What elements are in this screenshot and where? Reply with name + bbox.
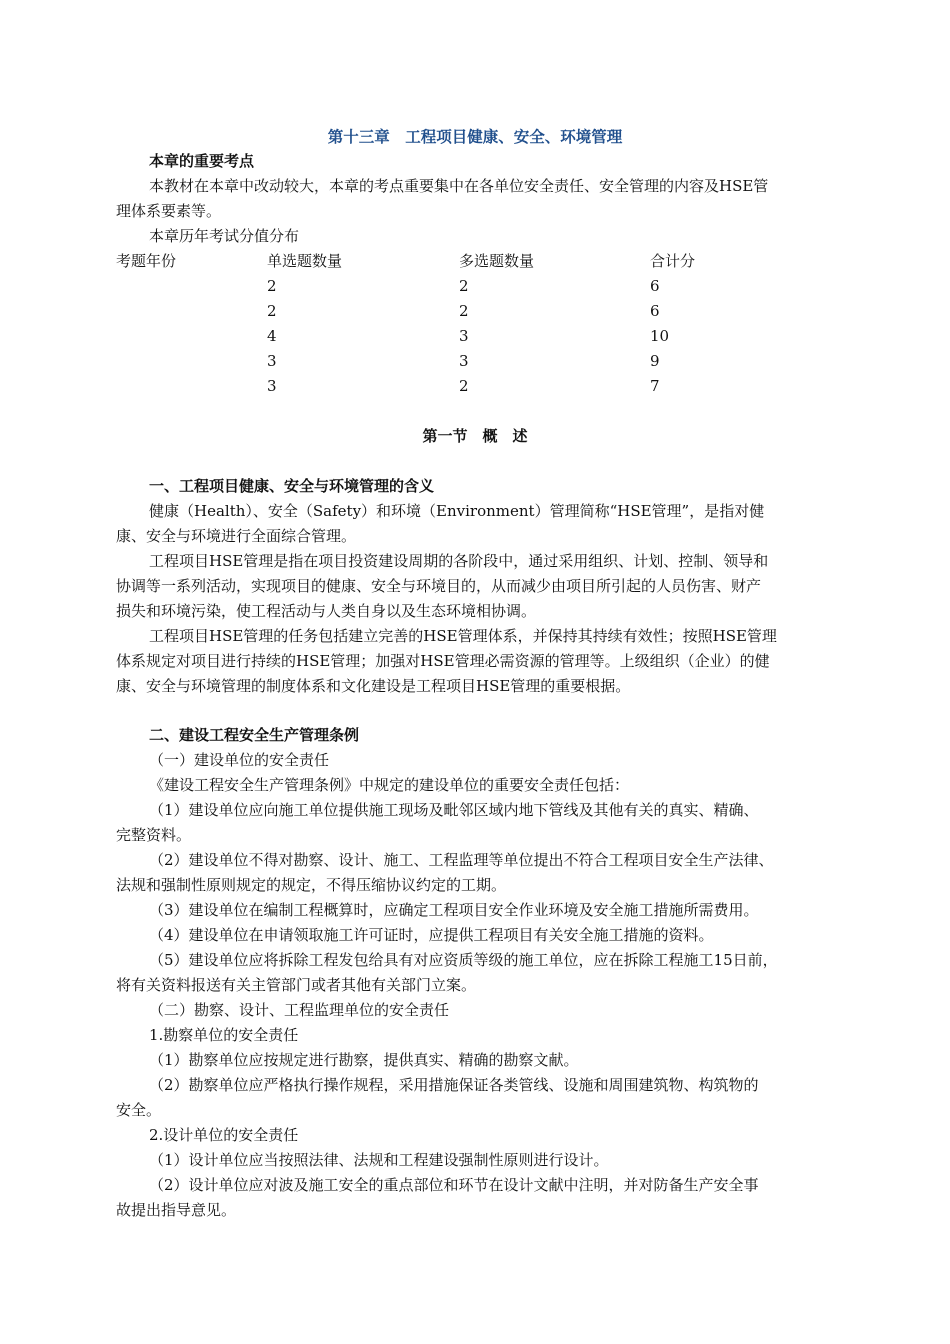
- table-cell: 2: [459, 302, 469, 320]
- paragraph-line: 将有关资料报送有关主管部门或者其他有关部门立案。: [116, 976, 477, 994]
- paragraph-line: 法规和强制性原则规定的规定，不得压缩协议约定的工期。: [116, 876, 507, 894]
- table-header-cell: 多选题数量: [459, 252, 535, 270]
- paragraph-line: 工程项目HSE管理的任务包括建立完善的HSE管理体系，并保持其持续有效性；按照HSE管理: [149, 627, 777, 645]
- table-cell: 7: [650, 377, 660, 395]
- paragraph-line: （1）建设单位应向施工单位提供施工现场及毗邻区域内地下管线及其他有关的真实、精确、: [149, 801, 759, 819]
- table-cell: 2: [459, 377, 469, 395]
- table-caption: 本章历年考试分值分布: [149, 227, 300, 245]
- table-cell: 2: [459, 277, 469, 295]
- paragraph-line: 工程项目HSE管理是指在项目投资建设周期的各阶段中，通过采用组织、计划、控制、领导和: [149, 552, 769, 570]
- key-points-heading: 本章的重要考点: [149, 152, 255, 170]
- paragraph-line: 安全。: [116, 1101, 162, 1119]
- section-title: 第一节 概 述: [422, 427, 528, 445]
- paragraph-line: 损失和环境污染，使工程活动与人类自身以及生态环境相协调。: [116, 602, 537, 620]
- paragraph-line: （2）勘察单位应严格执行操作规程，采用措施保证各类管线、设施和周围建筑物、构筑物的: [149, 1076, 759, 1094]
- table-cell: 3: [459, 327, 469, 345]
- paragraph-line: （1）设计单位应当按照法律、法规和工程建设强制性原则进行设计。: [149, 1151, 609, 1169]
- table-cell: 2: [267, 277, 277, 295]
- paragraph-line: 完整资料。: [116, 826, 192, 844]
- paragraph-line: 协调等一系列活动，实现项目的健康、安全与环境目的，从而减少由项目所引起的人员伤害、财产: [116, 577, 762, 595]
- paragraph-line: （4）建设单位在申请领取施工许可证时，应提供工程项目有关安全施工措施的资料。: [149, 926, 714, 944]
- table-cell: 10: [650, 327, 670, 345]
- table-cell: 6: [650, 302, 660, 320]
- paragraph-line: 1.勘察单位的安全责任: [149, 1026, 299, 1044]
- chapter-title: 第十三章 工程项目健康、安全、环境管理: [327, 127, 623, 146]
- paragraph-line: （2）建设单位不得对勘察、设计、施工、工程监理等单位提出不符合工程项目安全生产法律、: [149, 851, 774, 869]
- table-cell: 3: [267, 352, 277, 370]
- paragraph-line: 《建设工程安全生产管理条例》中规定的建设单位的重要安全责任包括：: [149, 776, 630, 794]
- table-header-cell: 单选题数量: [267, 252, 343, 270]
- paragraph-line: 健康（Health）、安全（Safety）和环境（Environment）管理简称“HSE管理”，是指对健: [149, 502, 765, 520]
- part2-heading: 二、建设工程安全生产管理条例: [149, 726, 360, 744]
- table-cell: 3: [267, 377, 277, 395]
- table-header-cell: 合计分: [650, 252, 696, 270]
- paragraph-line: 康、安全与环境管理的制度体系和文化建设是工程项目HSE管理的重要根据。: [116, 677, 631, 695]
- paragraph-line: 康、安全与环境进行全面综合管理。: [116, 527, 357, 545]
- paragraph-line: 2.设计单位的安全责任: [149, 1126, 299, 1144]
- table-cell: 3: [459, 352, 469, 370]
- paragraph-line: （一）建设单位的安全责任: [149, 751, 330, 769]
- paragraph-line: 故提出指导意见。: [116, 1201, 237, 1219]
- table-cell: 6: [650, 277, 660, 295]
- key-points-paragraph-line: 本教材在本章中改动较大，本章的考点重要集中在各单位安全责任、安全管理的内容及HSE管: [149, 177, 769, 195]
- key-points-paragraph-line: 理体系要素等。: [116, 202, 222, 220]
- table-cell: 2: [267, 302, 277, 320]
- paragraph-line: （3）建设单位在编制工程概算时，应确定工程项目安全作业环境及安全施工措施所需费用。: [149, 901, 759, 919]
- paragraph-line: （1）勘察单位应按规定进行勘察，提供真实、精确的勘察文献。: [149, 1051, 579, 1069]
- paragraph-line: （2）设计单位应对波及施工安全的重点部位和环节在设计文献中注明，并对防备生产安全事: [149, 1176, 759, 1194]
- part1-heading: 一、工程项目健康、安全与环境管理的含义: [149, 477, 435, 495]
- table-cell: 4: [267, 327, 277, 345]
- paragraph-line: （5）建设单位应将拆除工程发包给具有对应资质等级的施工单位，应在拆除工程施工15日前，: [149, 951, 778, 969]
- table-header-cell: 考题年份: [116, 252, 177, 270]
- table-cell: 9: [650, 352, 660, 370]
- paragraph-line: 体系规定对项目进行持续的HSE管理；加强对HSE管理必需资源的管理等。上级组织（企业）的健: [116, 652, 770, 670]
- paragraph-line: （二）勘察、设计、工程监理单位的安全责任: [149, 1001, 450, 1019]
